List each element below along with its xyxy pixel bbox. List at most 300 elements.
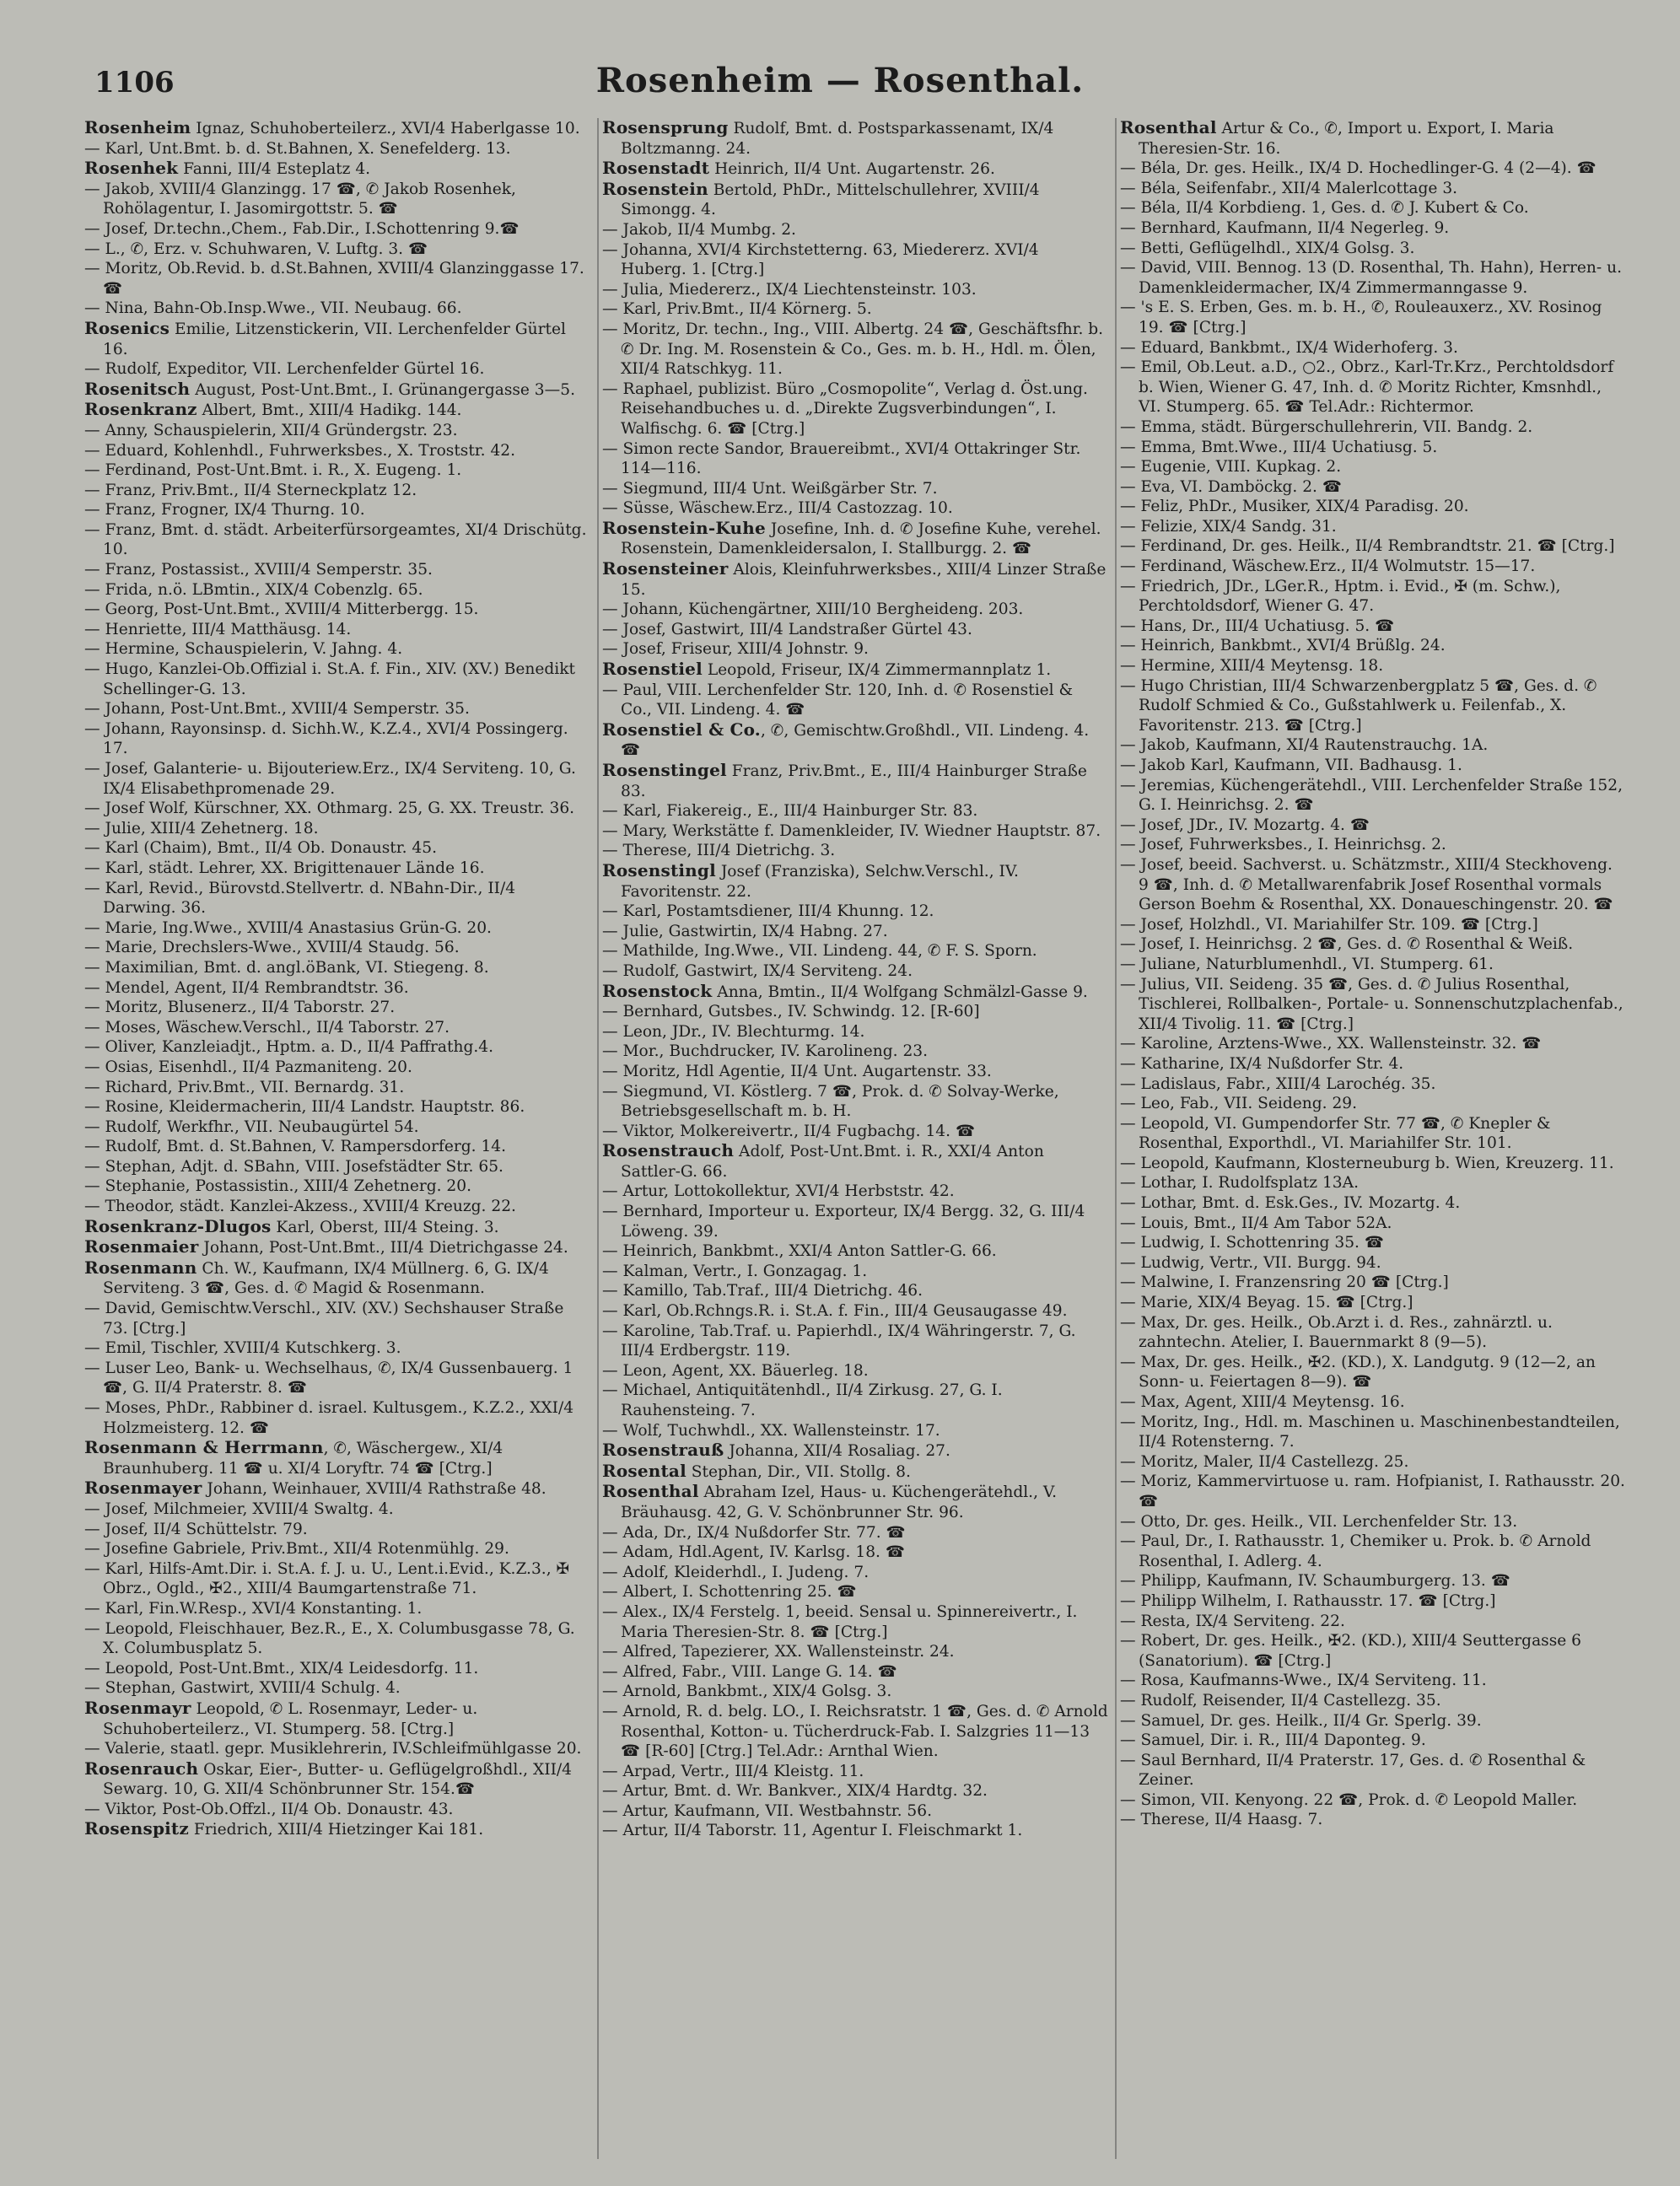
entry-text: — Josef, Dr.techn.,Chem., Fab.Dir., I.Schottenring 9.☎ (84, 220, 520, 238)
surname-heading: Rosenkranz (84, 399, 197, 420)
directory-entry (84, 421, 590, 441)
entry-text: — Hans, Dr., III/4 Uchatiusg. 5. ☎ (1120, 617, 1394, 635)
entry-text: Abraham Izel, Haus- u. Küchengerätehdl., V. Bräuhausg. 42, G. V. Schönbrunner Str. 96. (621, 1483, 1057, 1521)
directory-entry (602, 159, 1108, 180)
directory-entry (84, 699, 590, 719)
directory-entry (602, 220, 1108, 240)
entry-text: August, Post-Unt.Bmt., I. Grünangergasse 3—5. (190, 380, 575, 399)
entry-text: Franz, Priv.Bmt., E., III/4 Hainburger Straße 83. (621, 762, 1087, 800)
entry-text: , ✆, Wäschergew., XI/4 Braunhuberg. 11 ☎ u. XI/4 Loryftr. 74 ☎ [Ctrg.] (103, 1440, 503, 1478)
entry-text: — Josef Wolf, Kürschner, XX. Othmarg. 25, G. XX. Treustr. 36. (84, 800, 574, 817)
directory-entry (602, 1462, 1108, 1483)
directory-entry (602, 1022, 1108, 1042)
directory-entry (1120, 179, 1626, 199)
entry-text: — David, Gemischtw.Verschl., XIV. (XV.) Sechshauser Straße 73. [Ctrg.] (84, 1300, 563, 1338)
entry-text: — Karl, Hilfs-Amt.Dir. i. St.A. f. J. u. U., Lent.i.Evid., K.Z.3., ✠ Obrz., Ogld., ✠2., XIII/4 Baumgartenstraße 71. (84, 1560, 569, 1598)
entry-text: — Ferdinand, Post-Unt.Bmt. i. R., X. Eugeng. 1. (84, 461, 461, 479)
entry-text: — David, VIII. Bennog. 13 (D. Rosenthal, Th. Hahn), Herren- u. Damenkleidermacher, IX/4 Zimmermanngasse 9. (1120, 259, 1622, 297)
directory-entry (602, 1082, 1108, 1122)
directory-entry (1120, 1631, 1626, 1671)
surname-heading: Rosenmayr (84, 1697, 191, 1718)
entry-text: — Felizie, XIX/4 Sandg. 31. (1120, 518, 1337, 536)
entry-text: — Anny, Schauspielerin, XII/4 Gründergstr. 23. (84, 422, 457, 439)
entry-text: — Karoline, Arztens-Wwe., XX. Wallensteinstr. 32. ☎ (1120, 1035, 1541, 1053)
entry-text: — Hermine, Schauspielerin, V. Jahng. 4. (84, 640, 402, 658)
directory-entry (1120, 1731, 1626, 1751)
directory-entry (1120, 1571, 1626, 1591)
entry-text: Karl, Oberst, III/4 Steing. 3. (271, 1218, 499, 1236)
entry-text: — Philipp Wilhelm, I. Rathausstr. 17. ☎ [Ctrg.] (1120, 1592, 1495, 1610)
directory-entry (84, 1197, 590, 1217)
directory-entry (602, 941, 1108, 961)
entry-text: — Moritz, Ob.Revid. b. d.St.Bahnen, XVIII/4 Glanzinggasse 17. ☎ (84, 260, 584, 298)
entry-text: — Johann, Küchengärtner, XIII/10 Bergheideng. 203. (602, 600, 1023, 618)
entry-text: — Ludwig, Vertr., VII. Burgg. 94. (1120, 1254, 1381, 1272)
surname-heading: Rosenstingel (602, 760, 727, 780)
surname-heading: Rosenmann (84, 1257, 197, 1278)
entry-text: — Jakob, XVIII/4 Glanzingg. 17 ☎, ✆ Jakob Rosenhek, Rohölagentur, I. Jasomirgottstr. 5. ☎ (84, 180, 516, 218)
entry-text: — Simon, VII. Kenyong. 22 ☎, Prok. d. ✆ Leopold Maller. (1120, 1791, 1577, 1809)
directory-entry (84, 1739, 590, 1759)
entry-text: — Josef, I. Heinrichsg. 2 ☎, Ges. d. ✆ Rosenthal & Weiß. (1120, 935, 1573, 953)
directory-entry (84, 259, 590, 299)
entry-text: — Johann, Post-Unt.Bmt., XVIII/4 Semperstr. 35. (84, 700, 470, 718)
directory-entry (84, 1258, 590, 1299)
entry-text: — Leon, Agent, XX. Bäuerleg. 18. (602, 1362, 869, 1380)
directory-entry (602, 1262, 1108, 1282)
entry-text: Anna, Bmtin., II/4 Wolfgang Schmälzl-Gasse 9. (712, 983, 1088, 1001)
column-1 (84, 118, 590, 2159)
entry-text: — Julie, Gastwirtin, IX/4 Habng. 27. (602, 923, 888, 940)
entry-text: — Julia, Miedererz., IX/4 Liechtensteinstr. 103. (602, 281, 977, 299)
surname-heading: Rosenheim (84, 118, 191, 137)
surname-heading: Rosenstiel & Co. (602, 719, 761, 740)
directory-entry (1120, 159, 1626, 179)
directory-entry (1120, 477, 1626, 498)
surname-heading: Rosenics (84, 317, 170, 338)
entry-text: — Richard, Priv.Bmt., VII. Bernardg. 31. (84, 1079, 404, 1096)
directory-entry (602, 660, 1108, 681)
page-number: 1106 (94, 66, 175, 100)
entry-text: Adolf, Post-Unt.Bmt. i. R., XXI/4 Anton Sattler-G. 66. (621, 1143, 1044, 1181)
entry-text: — Georg, Post-Unt.Bmt., XVIII/4 Mitterbergg. 15. (84, 600, 478, 618)
directory-entry (84, 359, 590, 380)
entry-text: — Siegmund, VI. Köstlerg. 7 ☎, Prok. d. ✆ Solvay-Werke, Betriebsgesellschaft m. b. H. (602, 1083, 1059, 1121)
directory-entry (84, 660, 590, 699)
entry-text: — Raphael, publizist. Büro „Cosmopolite“, Verlag d. Öst.ung. Reisehandbuches u. d. „Direkte Zugsverbindungen“, I. Walfischg. 6. ☎ [Ctrg.] (602, 380, 1088, 438)
entry-text: — Paul, Dr., I. Rathausstr. 1, Chemiker u. Prok. b. ✆ Arnold Rosenthal, I. Adlerg. 4. (1120, 1532, 1591, 1570)
entry-text: — 's E. S. Erben, Ges. m. b. H., ✆, Rouleauxerz., XV. Rosinog 19. ☎ [Ctrg.] (1120, 299, 1602, 337)
directory-entry (84, 600, 590, 620)
surname-heading: Rosenspitz (84, 1818, 189, 1839)
directory-entry (602, 639, 1108, 660)
directory-entry (602, 1523, 1108, 1543)
entry-text: — Arpad, Vertr., III/4 Kleistg. 11. (602, 1763, 864, 1780)
entry-text: — Therese, II/4 Haasg. 7. (1120, 1811, 1322, 1828)
directory-entry (84, 1078, 590, 1098)
entry-text: — Osias, Eisenhdl., II/4 Pazmaniteng. 20. (84, 1058, 412, 1076)
column-divider (597, 118, 599, 2159)
entry-text: — Artur, Lottokollektur, XVI/4 Herbststr. 42. (602, 1182, 955, 1200)
directory-entry (84, 1137, 590, 1157)
directory-entry (84, 1559, 590, 1599)
entry-text: — Hugo, Kanzlei-Ob.Offizial i. St.A. f. Fin., XIV. (XV.) Benedikt Schellinger-G. 13. (84, 660, 575, 698)
directory-entry (84, 1438, 590, 1478)
surname-heading: Rosenhek (84, 158, 179, 179)
directory-entry (1120, 756, 1626, 776)
entry-text: — Josef, Friseur, XIII/4 Johnstr. 9. (602, 640, 869, 658)
directory-entry (602, 1322, 1108, 1361)
entry-text: — Juliane, Naturblumenhdl., VI. Stumperg. 61. (1120, 956, 1494, 973)
directory-entry (84, 400, 590, 421)
surname-heading: Rosenthal (1120, 118, 1217, 137)
directory-entry (84, 918, 590, 939)
entry-text: — Alfred, Fabr., VIII. Lange G. 14. ☎ (602, 1663, 897, 1681)
directory-entry (602, 1801, 1108, 1822)
entry-text: — Franz, Frogner, IX/4 Thurng. 10. (84, 501, 365, 519)
directory-entry (84, 819, 590, 839)
entry-text: — Rudolf, Gastwirt, IX/4 Serviteng. 24. (602, 962, 913, 980)
directory-entry (602, 1042, 1108, 1062)
entry-text: — Josef, beeid. Sachverst. u. Schätzmstr., XIII/4 Steckhoveng. 9 ☎, Inh. d. ✆ Metallwarenfabrik Josef Rosenthal vormals Gerson Boehm & Rosenthal, XX. Donaueschingenstr. 20. ☎ (1120, 856, 1613, 913)
entry-text: — Maximilian, Bmt. d. angl.öBank, VI. Stiegeng. 8. (84, 959, 489, 977)
directory-entry (1120, 1591, 1626, 1612)
directory-entry (1120, 536, 1626, 557)
directory-entry (84, 838, 590, 859)
entry-text: — Josef, Holzhdl., VI. Mariahilfer Str. 109. ☎ [Ctrg.] (1120, 916, 1538, 934)
entry-text: — Bernhard, Gutsbes., IV. Schwindg. 12. [R-60] (602, 1003, 980, 1020)
entry-text: — Philipp, Kaufmann, IV. Schaumburgerg. 13. ☎ (1120, 1572, 1510, 1590)
entry-text: — Mary, Werkstätte f. Damenkleider, IV. Wiedner Hauptstr. 87. (602, 822, 1101, 840)
entry-text: — Heinrich, Bankbmt., XVI/4 Brüßlg. 24. (1120, 637, 1446, 654)
entry-text: Josef (Franziska), Selchw.Verschl., IV. Favoritenstr. 22. (621, 862, 1019, 901)
directory-entry (84, 1520, 590, 1540)
entry-text: Artur & Co., ✆, Import u. Export, I. Maria Theresien-Str. 16. (1139, 120, 1554, 158)
entry-text: — Stephanie, Postassistin., XIII/4 Zehetnerg. 20. (84, 1177, 471, 1195)
directory-entry (1120, 915, 1626, 935)
entry-text: — Artur, Bmt. d. Wr. Bankver., XIX/4 Hardtg. 32. (602, 1782, 988, 1800)
entry-text: — Franz, Priv.Bmt., II/4 Sterneckplatz 12. (84, 482, 417, 499)
entry-text: — Josef, Galanterie- u. Bijouteriew.Erz., IX/4 Serviteng. 10, G. IX/4 Elisabethpromenade 29. (84, 760, 576, 798)
directory-entry (1120, 676, 1626, 736)
directory-entry (1120, 955, 1626, 975)
entry-text: — Rudolf, Werkfhr., VII. Neubaugürtel 54. (84, 1118, 419, 1136)
entry-text: — Viktor, Molkereivertr., II/4 Fugbachg. 14. ☎ (602, 1123, 975, 1140)
entry-text: Johann, Weinhauer, XVIII/4 Rathstraße 48. (202, 1480, 547, 1499)
entry-text: — Valerie, staatl. gepr. Musiklehrerin, IV.Schleifmühlgasse 20. (84, 1740, 581, 1758)
entry-text: — Leopold, Kaufmann, Klosterneuburg b. Wien, Kreuzerg. 11. (1120, 1155, 1614, 1172)
entry-text: — Emma, städt. Bürgerschullehrerin, VII. Bandg. 2. (1120, 418, 1532, 436)
entry-text: — Karl (Chaim), Bmt., II/4 Ob. Donaustr. 45. (84, 839, 437, 857)
directory-entry (1120, 1691, 1626, 1711)
directory-entry (602, 1122, 1108, 1142)
entry-text: — Leopold, Post-Unt.Bmt., XIX/4 Leidesdorfg. 11. (84, 1660, 478, 1677)
directory-entry (84, 1699, 590, 1739)
entry-text: — Johann, Rayonsinsp. d. Sichh.W., K.Z.4., XVI/4 Possingerg. 17. (84, 720, 568, 758)
directory-entry (602, 1141, 1108, 1182)
directory-entry (84, 1157, 590, 1177)
directory-entry (1120, 735, 1626, 756)
directory-entry (1120, 656, 1626, 676)
entry-text: Josefine, Inh. d. ✆ Josefine Kuhe, verehel. Rosenstein, Damenkleidersalon, I. Stallburgg. 2. ☎ (621, 520, 1101, 558)
entry-text: — Otto, Dr. ges. Heilk., VII. Lerchenfelder Str. 13. (1120, 1513, 1517, 1531)
directory-entry (1120, 934, 1626, 955)
directory-entry (84, 380, 590, 401)
entry-text: Rudolf, Bmt. d. Postsparkassenamt, IX/4 Boltzmanng. 24. (621, 120, 1054, 158)
directory-entry (602, 1602, 1108, 1642)
entry-text: — Kamillo, Tab.Traf., III/4 Dietrichg. 46. (602, 1282, 923, 1300)
directory-entry (602, 1182, 1108, 1202)
entry-text: — Alfred, Tapezierer, XX. Wallensteinstr. 24. (602, 1643, 955, 1661)
entry-text: — Karl, Postamtsdiener, III/4 Khunng. 12. (602, 902, 934, 920)
directory-entry (602, 1821, 1108, 1841)
directory-entry (1120, 1751, 1626, 1790)
directory-entry (1120, 298, 1626, 337)
directory-entry (602, 118, 1108, 159)
directory-entry (1120, 338, 1626, 358)
surname-heading: Rosenrauch (84, 1758, 199, 1779)
directory-entry (84, 1018, 590, 1038)
surname-heading: Rosenstingl (602, 859, 716, 880)
surname-heading: Rosenstiel (602, 659, 703, 680)
directory-entry (602, 1762, 1108, 1782)
directory-entry (1120, 239, 1626, 259)
directory-entry (84, 1478, 590, 1500)
directory-entry (84, 500, 590, 520)
directory-entry (84, 118, 590, 139)
directory-entry (1120, 1293, 1626, 1313)
entry-text: — Béla, Seifenfabr., XII/4 Malerlcottage 3. (1120, 180, 1457, 197)
entry-text: — Ladislaus, Fabr., XIII/4 Larochég. 35. (1120, 1075, 1435, 1093)
entry-text: — Leopold, VI. Gumpendorfer Str. 77 ☎, ✆ Knepler & Rosenthal, Exporthdl., VI. Mariahilfer Str. 101. (1120, 1115, 1550, 1153)
entry-text: — Marie, Ing.Wwe., XVIII/4 Anastasius Grün-G. 20. (84, 919, 492, 937)
directory-entry (602, 380, 1108, 439)
directory-entry (84, 719, 590, 759)
directory-entry (1120, 438, 1626, 458)
entry-text: — Ferdinand, Wäschew.Erz., II/4 Wolmutstr. 15—17. (1120, 557, 1535, 575)
entry-text: — Feliz, PhDr., Musiker, XIX/4 Paradisg. 20. (1120, 498, 1469, 515)
column-3 (1120, 118, 1626, 2159)
directory-entry (1120, 1353, 1626, 1392)
surname-heading: Rosensteiner (602, 558, 729, 579)
surname-heading: Rosenstrauch (602, 1140, 735, 1161)
entry-text: Ignaz, Schuhoberteilerz., XVI/4 Haberlgasse 10. (191, 120, 580, 137)
directory-entry (84, 620, 590, 640)
directory-entry (84, 319, 590, 359)
directory-entry (1120, 1512, 1626, 1532)
directory-entry (602, 922, 1108, 942)
entry-text: — Siegmund, III/4 Unt. Weißgärber Str. 7. (602, 480, 938, 498)
entry-text: Fanni, III/4 Esteplatz 4. (178, 160, 371, 179)
entry-text: Johann, Post-Unt.Bmt., III/4 Dietrichgasse 24. (198, 1239, 568, 1257)
entry-text: — Robert, Dr. ges. Heilk., ✠2. (KD.), XIII/4 Seuttergasse 6 (Sanatorium). ☎ [Ctrg.] (1120, 1632, 1581, 1670)
surname-heading: Rosensprung (602, 118, 729, 137)
directory-entry (1120, 218, 1626, 239)
directory-entry (1120, 1790, 1626, 1811)
directory-entry (602, 1421, 1108, 1441)
entry-text: Emilie, Litzenstickerin, VII. Lerchenfelder Gürtel 16. (103, 320, 566, 358)
entry-text: — Karl, Revid., Bürovstd.Stellvertr. d. NBahn-Dir., II/4 Darwing. 36. (84, 880, 515, 918)
entry-text: Leopold, ✆ L. Rosenmayr, Leder- u. Schuhoberteilerz., VI. Stumperg. 58. [Ctrg.] (103, 1699, 478, 1738)
directory-entry (84, 938, 590, 958)
directory-entry (1120, 1273, 1626, 1293)
directory-entry (84, 879, 590, 918)
directory-entry (602, 240, 1108, 280)
directory-entry (602, 299, 1108, 320)
entry-text: — Artur, II/4 Taborstr. 11, Agentur I. Fleischmarkt 1. (602, 1822, 1022, 1839)
entry-text: — Josef, Milchmeier, XVIII/4 Swaltg. 4. (84, 1500, 394, 1518)
entry-text: — Samuel, Dr. ges. Heilk., II/4 Gr. Sperlg. 39. (1120, 1712, 1482, 1730)
directory-entry (1120, 1532, 1626, 1571)
directory-entry (602, 801, 1108, 821)
directory-entry (1120, 1054, 1626, 1074)
directory-entry (84, 1217, 590, 1238)
directory-entry (602, 961, 1108, 982)
directory-entry (84, 958, 590, 978)
directory-entry (84, 240, 590, 260)
directory-entry (602, 439, 1108, 479)
directory-entry (84, 1338, 590, 1359)
surname-heading: Rosenmayer (84, 1478, 202, 1499)
directory-entry (602, 841, 1108, 861)
directory-entry (602, 1642, 1108, 1662)
directory-entry (1120, 1094, 1626, 1114)
entry-text: — Johanna, XVI/4 Kirchstetterng. 63, Miedererz. XVI/4 Huberg. 1. [Ctrg.] (602, 241, 1039, 279)
entry-text: — Marie, XIX/4 Beyag. 15. ☎ [Ctrg.] (1120, 1294, 1413, 1311)
directory-entry (602, 498, 1108, 519)
column-divider (1115, 118, 1117, 2159)
directory-entry (84, 580, 590, 600)
surname-heading: Rosenmann & Herrmann (84, 1437, 324, 1458)
entry-text: — Louis, Bmt., II/4 Am Tabor 52A. (1120, 1214, 1392, 1232)
directory-entry (602, 1381, 1108, 1420)
surname-heading: Rosenstein (602, 178, 708, 199)
surname-heading: Rosenthal (602, 1481, 699, 1502)
entry-text: — Moses, Wäschew.Verschl., II/4 Taborstr. 27. (84, 1019, 450, 1036)
directory-entry (84, 180, 590, 219)
directory-entry (1120, 1233, 1626, 1253)
entry-text: — Hermine, XIII/4 Meytensg. 18. (1120, 657, 1383, 675)
directory-entry (84, 441, 590, 461)
directory-entry (1120, 517, 1626, 537)
directory-entry (602, 1002, 1108, 1022)
entry-text: — Moriz, Kammervirtuose u. ram. Hofpianist, I. Rathausstr. 20. ☎ (1120, 1473, 1625, 1510)
directory-entry (1120, 1313, 1626, 1353)
entry-text: Heinrich, II/4 Unt. Augartenstr. 26. (709, 160, 995, 179)
directory-entry (1120, 816, 1626, 836)
entry-text: — Arnold, Bankbmt., XIX/4 Golsg. 3. (602, 1683, 891, 1700)
directory-entry (1120, 835, 1626, 855)
surname-heading: Rosenstadt (602, 158, 710, 179)
entry-text: — Josef, JDr., IV. Mozartg. 4. ☎ (1120, 816, 1370, 834)
entry-text: — Karl, Unt.Bmt. b. d. St.Bahnen, X. Senefelderg. 13. (84, 140, 511, 158)
entry-text: — Adam, Hdl.Agent, IV. Karlsg. 18. ☎ (602, 1543, 905, 1561)
entry-text: — Ludwig, I. Schottenring 35. ☎ (1120, 1234, 1384, 1252)
directory-entry (1120, 1214, 1626, 1234)
directory-entry (602, 1062, 1108, 1082)
entry-text: — Luser Leo, Bank- u. Wechselhaus, ✆, IX/4 Gussenbauerg. 1 ☎, G. II/4 Praterstr. 8. ☎ (84, 1360, 573, 1397)
entry-text: — Stephan, Adjt. d. SBahn, VIII. Josefstädter Str. 65. (84, 1158, 503, 1176)
entry-text: , ✆, Gemischtw.Großhdl., VII. Lindeng. 4. ☎ (621, 721, 1090, 760)
directory-entry (84, 1599, 590, 1619)
entry-text: — Moritz, Maler, II/4 Castellezg. 25. (1120, 1453, 1408, 1471)
directory-entry (1120, 457, 1626, 477)
entry-text: — Rudolf, Reisender, II/4 Castellezg. 35. (1120, 1692, 1441, 1709)
directory-entry (602, 1563, 1108, 1583)
directory-entry (602, 620, 1108, 640)
entry-text: — Karl, Fiakereig., E., III/4 Hainburger Str. 83. (602, 802, 977, 820)
directory-entry (84, 1097, 590, 1117)
entry-text: — Wolf, Tuchwhdl., XX. Wallensteinstr. 17. (602, 1422, 940, 1440)
entry-text: Johanna, XII/4 Rosaliag. 27. (724, 1442, 950, 1461)
entry-text: — Moritz, Hdl Agentie, II/4 Unt. Augartenstr. 33. (602, 1063, 992, 1080)
directory-entry (84, 1117, 590, 1138)
directory-entry (602, 861, 1108, 902)
entry-text: — Alex., IX/4 Ferstelg. 1, beeid. Sensal u. Spinnereivertr., I. Maria Theresien-Str. 8. ☎ [Ctrg.] (602, 1603, 1077, 1641)
directory-entry (1120, 1671, 1626, 1691)
directory-entry (84, 1619, 590, 1659)
entry-text: — Béla, II/4 Korbdieng. 1, Ges. d. ✆ J. Kubert & Co. (1120, 199, 1529, 217)
entry-text: — Moses, PhDr., Rabbiner d. israel. Kultusgem., K.Z.2., XXI/4 Holzmeisterg. 12. ☎ (84, 1399, 573, 1437)
directory-entry (84, 1659, 590, 1679)
entry-text: — Stephan, Gastwirt, XVIII/4 Schulg. 4. (84, 1679, 401, 1697)
entry-text: — Moritz, Dr. techn., Ing., VIII. Albertg. 24 ☎, Geschäftsfhr. b. ✆ Dr. Ing. M. Rosenstein & Co., Ges. m. b. H., Hdl. m. Ölen, XII/4 Ratschkyg. 11. (602, 320, 1103, 378)
directory-entry (84, 560, 590, 580)
entry-text: — Emil, Ob.Leut. a.D., ○2., Obrz., Karl-Tr.Krz., Perchtoldsdorf b. Wien, Wiener G. 47, Inh. d. ✆ Moritz Richter, Kmsnhdl., VI. Stumperg. 65. ☎ Tel.Adr.: Richtermor. (1120, 358, 1613, 416)
entry-text: — Marie, Drechslers-Wwe., XVIII/4 Staudg. 56. (84, 939, 460, 956)
directory-entry (84, 1359, 590, 1398)
directory-entry (1120, 1392, 1626, 1413)
directory-entry (84, 1819, 590, 1840)
surname-heading: Rosenkranz-Dlugos (84, 1215, 272, 1236)
directory-entry (1120, 1253, 1626, 1273)
directory-entry (1120, 1413, 1626, 1452)
directory-entry (84, 1237, 590, 1258)
directory-entry (84, 481, 590, 501)
directory-entry (84, 139, 590, 159)
directory-entry (602, 1543, 1108, 1563)
entry-text: Bertold, PhDr., Mittelschullehrer, XVIII/4 Simongg. 4. (621, 180, 1040, 219)
directory-entry (602, 1682, 1108, 1702)
directory-entry (602, 681, 1108, 720)
entry-text: — Artur, Kaufmann, VII. Westbahnstr. 56. (602, 1802, 932, 1820)
entry-text: — Mor., Buchdrucker, IV. Karolineng. 23. (602, 1042, 928, 1060)
entry-text: Leopold, Friseur, IX/4 Zimmermannplatz 1. (702, 661, 1052, 680)
entry-text: — Franz, Bmt. d. städt. Arbeiterfürsorgeamtes, XI/4 Drischütg. 10. (84, 521, 586, 559)
entry-text: — Rosa, Kaufmanns-Wwe., IX/4 Serviteng. 11. (1120, 1672, 1487, 1689)
directory-entry (602, 1241, 1108, 1262)
directory-entry (602, 902, 1108, 922)
entry-text: — Leon, JDr., IV. Blechturmg. 14. (602, 1023, 864, 1041)
entry-text: — Béla, Dr. ges. Heilk., IX/4 D. Hochedlinger-G. 4 (2—4). ☎ (1120, 159, 1597, 177)
entry-text: — Betti, Geflügelhdl., XIX/4 Golsg. 3. (1120, 240, 1414, 257)
entry-text: — Adolf, Kleiderhdl., I. Judeng. 7. (602, 1564, 869, 1581)
directory-entry (84, 520, 590, 560)
entry-text: — Eduard, Kohlenhdl., Fuhrwerksbes., X. Troststr. 42. (84, 442, 515, 460)
entry-text: — Max, Dr. ges. Heilk., Ob.Arzt i. d. Res., zahnärztl. u. zahntechn. Atelier, I. Bauernmarkt 8 (9—5). (1120, 1314, 1553, 1352)
directory-entry (602, 479, 1108, 499)
surname-heading: Rosental (602, 1460, 687, 1481)
entry-text: — Therese, III/4 Dietrichg. 3. (602, 842, 835, 859)
entry-text: — Ada, Dr., IX/4 Nußdorfer Str. 77. ☎ (602, 1524, 906, 1542)
entry-text: — Nina, Bahn-Ob.Insp.Wwe., VII. Neubaug. 66. (84, 299, 462, 317)
directory-entry (602, 1702, 1108, 1762)
entry-text: — Oliver, Kanzleiadjt., Hptm. a. D., II/4 Paffrathg.4. (84, 1038, 493, 1056)
entry-text: — Karl, städt. Lehrer, XX. Brigittenauer Lände 16. (84, 859, 485, 877)
entry-text: — Rosine, Kleidermacherin, III/4 Landstr. Hauptstr. 86. (84, 1098, 525, 1116)
directory-entry (84, 759, 590, 799)
entry-text: — L., ✆, Erz. v. Schuhwaren, V. Luftg. 3. ☎ (84, 240, 428, 258)
